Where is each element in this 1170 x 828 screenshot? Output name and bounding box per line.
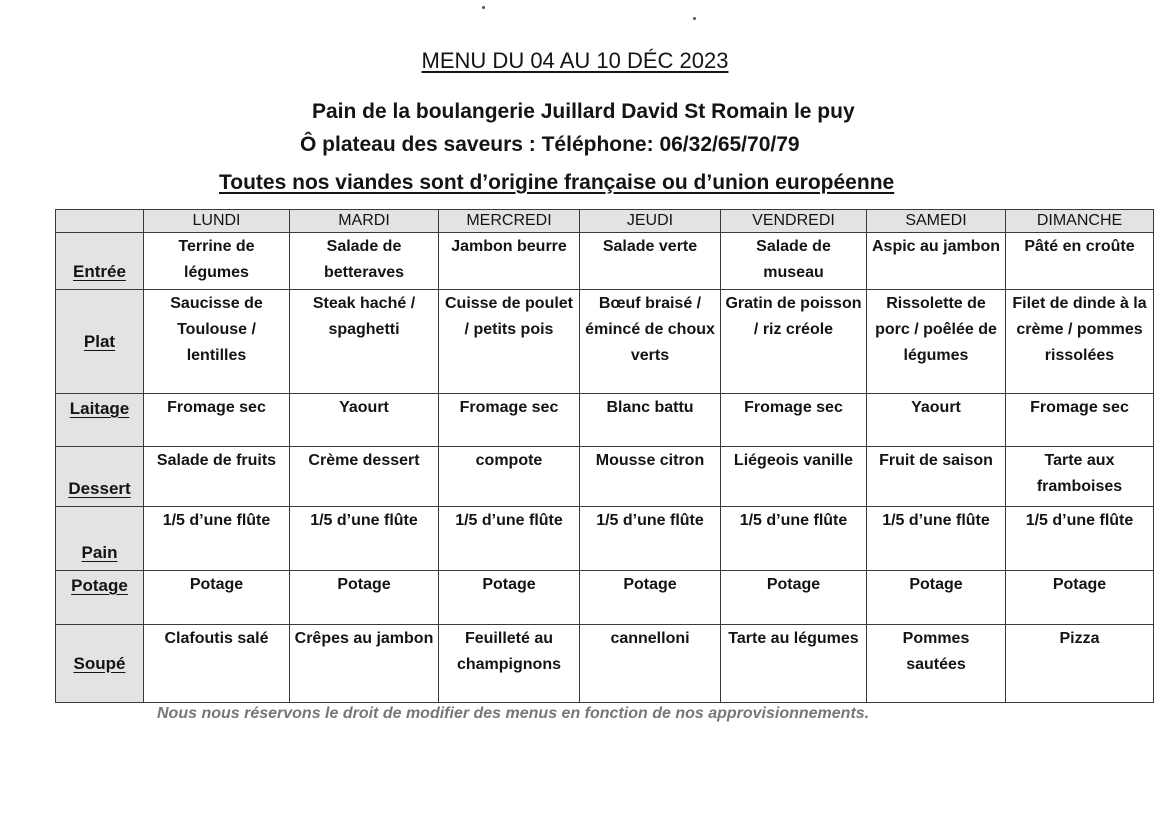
menu-table (55, 209, 1154, 703)
menu-cell: Pommes sautées (867, 625, 1006, 703)
menu-title: MENU DU 04 AU 10 DÉC 2023 (421, 48, 729, 73)
menu-cell: Fromage sec (721, 394, 867, 447)
menu-cell: Potage (721, 571, 867, 625)
day-header: DIMANCHE (1006, 210, 1154, 233)
menu-cell: Clafoutis salé (144, 625, 290, 703)
menu-cell: Mousse citron (580, 447, 721, 507)
scan-speck (693, 17, 696, 20)
menu-cell: Salade de museau (721, 233, 867, 290)
menu-cell: Potage (290, 571, 439, 625)
menu-cell: Blanc battu (580, 394, 721, 447)
day-header: LUNDI (144, 210, 290, 233)
menu-cell: cannelloni (580, 625, 721, 703)
row-label-entree: Entrée (56, 233, 144, 290)
menu-cell: Aspic au jambon (867, 233, 1006, 290)
menu-cell: compote (439, 447, 580, 507)
menu-cell: Crêpes au jambon (290, 625, 439, 703)
menu-cell: Potage (144, 571, 290, 625)
menu-cell: Yaourt (867, 394, 1006, 447)
menu-cell: Salade de betteraves (290, 233, 439, 290)
menu-cell: Steak haché / spaghetti (290, 290, 439, 394)
origin-note: Toutes nos viandes sont d’origine française ou d’union européenne (219, 171, 895, 194)
menu-cell: Pizza (1006, 625, 1154, 703)
menu-cell: 1/5 d’une flûte (580, 507, 721, 571)
row-label-laitage: Laitage (56, 394, 144, 447)
meal-row-soupe (56, 625, 1154, 703)
menu-cell: 1/5 d’une flûte (290, 507, 439, 571)
menu-cell: 1/5 d’une flûte (1006, 507, 1154, 571)
meal-row-pain (56, 507, 1154, 571)
menu-cell: Yaourt (290, 394, 439, 447)
menu-cell: Salade de fruits (144, 447, 290, 507)
menu-cell: 1/5 d’une flûte (867, 507, 1006, 571)
contact-line: Ô plateau des saveurs : Téléphone: 06/32/65/70/79 (300, 133, 800, 156)
row-label-pain: Pain (56, 507, 144, 571)
menu-cell: Feuilleté au champignons (439, 625, 580, 703)
menu-cell: Fromage sec (144, 394, 290, 447)
menu-cell: Jambon beurre (439, 233, 580, 290)
scan-speck (482, 6, 485, 9)
meal-row-laitage (56, 394, 1154, 447)
row-label-potage: Potage (56, 571, 144, 625)
day-header: SAMEDI (867, 210, 1006, 233)
menu-cell: Rissolette de porc / poêlée de légumes (867, 290, 1006, 394)
menu-cell: Liégeois vanille (721, 447, 867, 507)
disclaimer-footer: Nous nous réservons le droit de modifier des menus en fonction de nos approvisionnements. (157, 705, 870, 722)
menu-cell: Potage (867, 571, 1006, 625)
menu-cell: 1/5 d’une flûte (721, 507, 867, 571)
meal-row-entree (56, 233, 1154, 290)
menu-cell: 1/5 d’une flûte (439, 507, 580, 571)
day-header: VENDREDI (721, 210, 867, 233)
menu-cell: Tarte aux framboises (1006, 447, 1154, 507)
menu-cell: Potage (439, 571, 580, 625)
menu-cell: Fruit de saison (867, 447, 1006, 507)
menu-cell: 1/5 d’une flûte (144, 507, 290, 571)
menu-cell: Filet de dinde à la crème / pommes rissolées (1006, 290, 1154, 394)
day-header: MERCREDI (439, 210, 580, 233)
row-label-soupe: Soupé (56, 625, 144, 703)
day-header-row (56, 210, 1154, 233)
row-label-dessert: Dessert (56, 447, 144, 507)
menu-cell: Crème dessert (290, 447, 439, 507)
day-header: MARDI (290, 210, 439, 233)
menu-cell: Gratin de poisson / riz créole (721, 290, 867, 394)
menu-cell: Bœuf braisé / émincé de choux verts (580, 290, 721, 394)
menu-cell: Potage (580, 571, 721, 625)
menu-cell: Fromage sec (439, 394, 580, 447)
menu-cell: Fromage sec (1006, 394, 1154, 447)
row-label-plat: Plat (56, 290, 144, 394)
corner-cell (56, 210, 144, 233)
menu-cell: Potage (1006, 571, 1154, 625)
menu-cell: Terrine de légumes (144, 233, 290, 290)
menu-cell: Cuisse de poulet / petits pois (439, 290, 580, 394)
day-header: JEUDI (580, 210, 721, 233)
menu-cell: Tarte au légumes (721, 625, 867, 703)
menu-cell: Salade verte (580, 233, 721, 290)
meal-row-plat (56, 290, 1154, 394)
meal-row-potage (56, 571, 1154, 625)
meal-row-dessert (56, 447, 1154, 507)
bakery-line: Pain de la boulangerie Juillard David St Romain le puy (312, 100, 855, 123)
menu-cell: Pâté en croûte (1006, 233, 1154, 290)
menu-cell: Saucisse de Toulouse / lentilles (144, 290, 290, 394)
